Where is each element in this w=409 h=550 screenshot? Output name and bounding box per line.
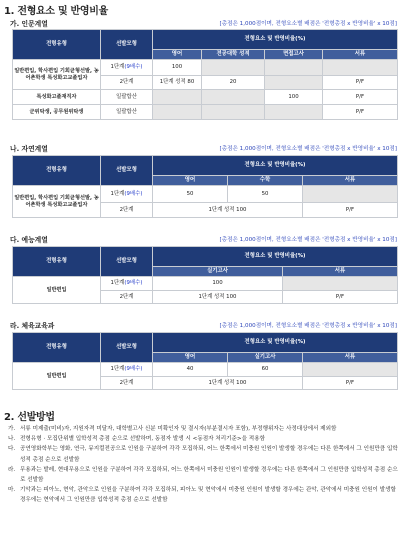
table-cell: 100 <box>265 90 323 105</box>
table-cell: P/F <box>323 76 398 90</box>
step2-cell: 2단계 <box>101 76 153 90</box>
subsection-title-physical-education: 라. 체육교육과 <box>10 322 55 330</box>
subsection-title-humanities: 가. 인문계열 <box>10 20 48 28</box>
header-type: 전형유형 <box>13 247 101 277</box>
natural-sciences-score-note: [총점은 1,000점이며, 전형요소별 배점은 '전형총점 x 반영비율' x 10점] <box>219 146 397 152</box>
header-interview: 면접고사 <box>265 50 323 60</box>
table-cell <box>265 76 323 90</box>
physical-education-table <box>12 332 398 390</box>
table-cell <box>303 186 398 203</box>
row-label-general-transfer: 일반편입, 학사편입 기회균형선발, 농어촌학생 특성화고교졸업자 <box>13 60 101 90</box>
header-documents: 서류 <box>303 353 398 363</box>
model-cell: 일괄합산 <box>101 105 153 120</box>
header-ratio: 전형요소 및 반영비율(%) <box>153 247 398 267</box>
header-practical-exam: 실기고사 <box>153 267 283 277</box>
header-model: 선발모형 <box>101 156 153 186</box>
header-college-grades: 전공대학 성적 <box>202 50 265 60</box>
arts-score-note: [총점은 1,000점이며, 전형요소별 배점은 '전형총점 x 반영비율' x 10점] <box>219 237 397 243</box>
table-cell: P/F <box>303 377 398 390</box>
row-label-commissioned: 군위탁생, 공무원위탁생 <box>13 105 101 120</box>
table-cell: P/F <box>323 105 398 120</box>
table-cell: P/F <box>323 90 398 105</box>
row-label-vocational-workers: 특성화고졸재직자 <box>13 90 101 105</box>
section-title-selection-method: 2. 선발방법 <box>4 412 55 423</box>
table-cell: 100 <box>153 277 283 291</box>
table-cell <box>153 90 202 105</box>
header-ratio: 전형요소 및 반영비율(%) <box>153 156 398 176</box>
subsection-title-natural-sciences: 나. 자연계열 <box>10 145 48 153</box>
header-english: 영어 <box>153 353 228 363</box>
table-cell: 1단계 성적 100 <box>153 203 303 218</box>
table-cell: 100 <box>153 60 202 76</box>
step2-cell: 2단계 <box>101 377 153 390</box>
header-documents: 서류 <box>283 267 398 277</box>
table-cell <box>283 277 398 291</box>
table-cell <box>265 105 323 120</box>
list-item: 마. 기악과는 피아노, 현악, 관악으로 인원을 구분하여 각각 모집하되, 피아노 및 현악에서 미충원 인원이 발생할 경우에는 관악, 관악에서 미충원 인원이 발생할 경우에는 현악에서 그 인원만큼 입학성적 총점 순으로 선발함 <box>8 487 396 504</box>
table-cell: P/F <box>283 291 398 304</box>
header-math: 수학 <box>228 176 303 186</box>
list-item: 라. 무용과는 발레, 현대무용으로 인원을 구분하여 각각 모집하되, 어느 한쪽에서 미충원 인원이 발생할 경우에는 다른 한쪽에서 그 인원만큼 입학성적 총점 순으로 선발함 <box>8 466 398 484</box>
header-ratio: 전형요소 및 반영비율(%) <box>153 30 398 50</box>
header-model: 선발모형 <box>101 30 153 60</box>
header-type: 전형유형 <box>13 333 101 363</box>
header-documents: 서류 <box>303 176 398 186</box>
header-english: 영어 <box>153 176 228 186</box>
selection-method-list <box>8 424 400 506</box>
subsection-title-arts: 다. 예능계열 <box>10 236 48 244</box>
list-item: 나. 전형유형 · 모집단위별 입학성적 총점 순으로 선발하며, 동점자 발생 시 <동점자 처리기준>을 적용함 <box>8 436 266 443</box>
arts-table <box>12 246 398 304</box>
section-title-admission-elements: 1. 전형요소 및 반영비율 <box>4 6 108 17</box>
header-model: 선발모형 <box>101 333 153 363</box>
table-cell: 40 <box>153 363 228 377</box>
table-cell: 1단계 성적 80 <box>153 76 202 90</box>
header-practical-exam: 실기고사 <box>228 353 303 363</box>
table-cell <box>303 363 398 377</box>
table-cell <box>202 105 265 120</box>
header-ratio: 전형요소 및 반영비율(%) <box>153 333 398 353</box>
model-cell: 일괄합산 <box>101 90 153 105</box>
step1-cell: 1단계(9배수) <box>101 363 153 377</box>
header-documents: 서류 <box>323 50 398 60</box>
table-cell <box>202 60 265 76</box>
step1-cell: 1단계(9배수) <box>101 277 153 291</box>
natural-sciences-table <box>12 155 398 218</box>
step2-cell: 2단계 <box>101 291 153 304</box>
table-cell: 20 <box>202 76 265 90</box>
header-type: 전형유형 <box>13 156 101 186</box>
table-cell <box>323 60 398 76</box>
step1-cell: 1단계(9배수) <box>101 186 153 203</box>
table-cell: 60 <box>228 363 303 377</box>
row-label-general-transfer: 일반편입 <box>13 363 101 390</box>
step1-cell: 1단계(9배수) <box>101 60 153 76</box>
list-item: 가. 서류 미제출(미비)자, 지원자격 미달자, 대학별고사 신분 미확인자 및 결시자(부분결시자 포함), 부정행위자는 사정대상에서 제외함 <box>8 426 337 432</box>
table-cell: 50 <box>228 186 303 203</box>
row-label-general-transfer: 일반편입 <box>13 277 101 304</box>
table-cell <box>202 90 265 105</box>
header-english: 영어 <box>153 50 202 60</box>
table-cell: 1단계 성적 100 <box>153 291 283 304</box>
humanities-score-note: [총점은 1,000점이며, 전형요소별 배점은 '전형총점 x 반영비율' x 10점] <box>219 21 397 27</box>
physical-education-score-note: [총점은 1,000점이며, 전형요소별 배점은 '전형총점 x 반영비율' x 10점] <box>219 323 397 329</box>
table-cell: P/F <box>303 203 398 218</box>
table-cell: 1단계 성적 100 <box>153 377 303 390</box>
list-item: 다. 공연영화학부는 영화, 연극, 뮤지컬전공으로 인원을 구분하여 각각 모집하되, 어느 한쪽에서 미충원 인원이 발생할 경우에는 다른 한쪽에서 그 인원만큼 입학성적 총점 순으로 선발함 <box>8 446 398 463</box>
step2-cell: 2단계 <box>101 203 153 218</box>
humanities-table <box>12 29 398 120</box>
header-type: 전형유형 <box>13 30 101 60</box>
table-cell <box>153 105 202 120</box>
table-cell <box>265 60 323 76</box>
header-model: 선발모형 <box>101 247 153 277</box>
row-label-general-transfer: 일반편입, 학사편입 기회균형선발, 농어촌학생 특성화고교졸업자 <box>13 186 101 218</box>
table-cell: 50 <box>153 186 228 203</box>
